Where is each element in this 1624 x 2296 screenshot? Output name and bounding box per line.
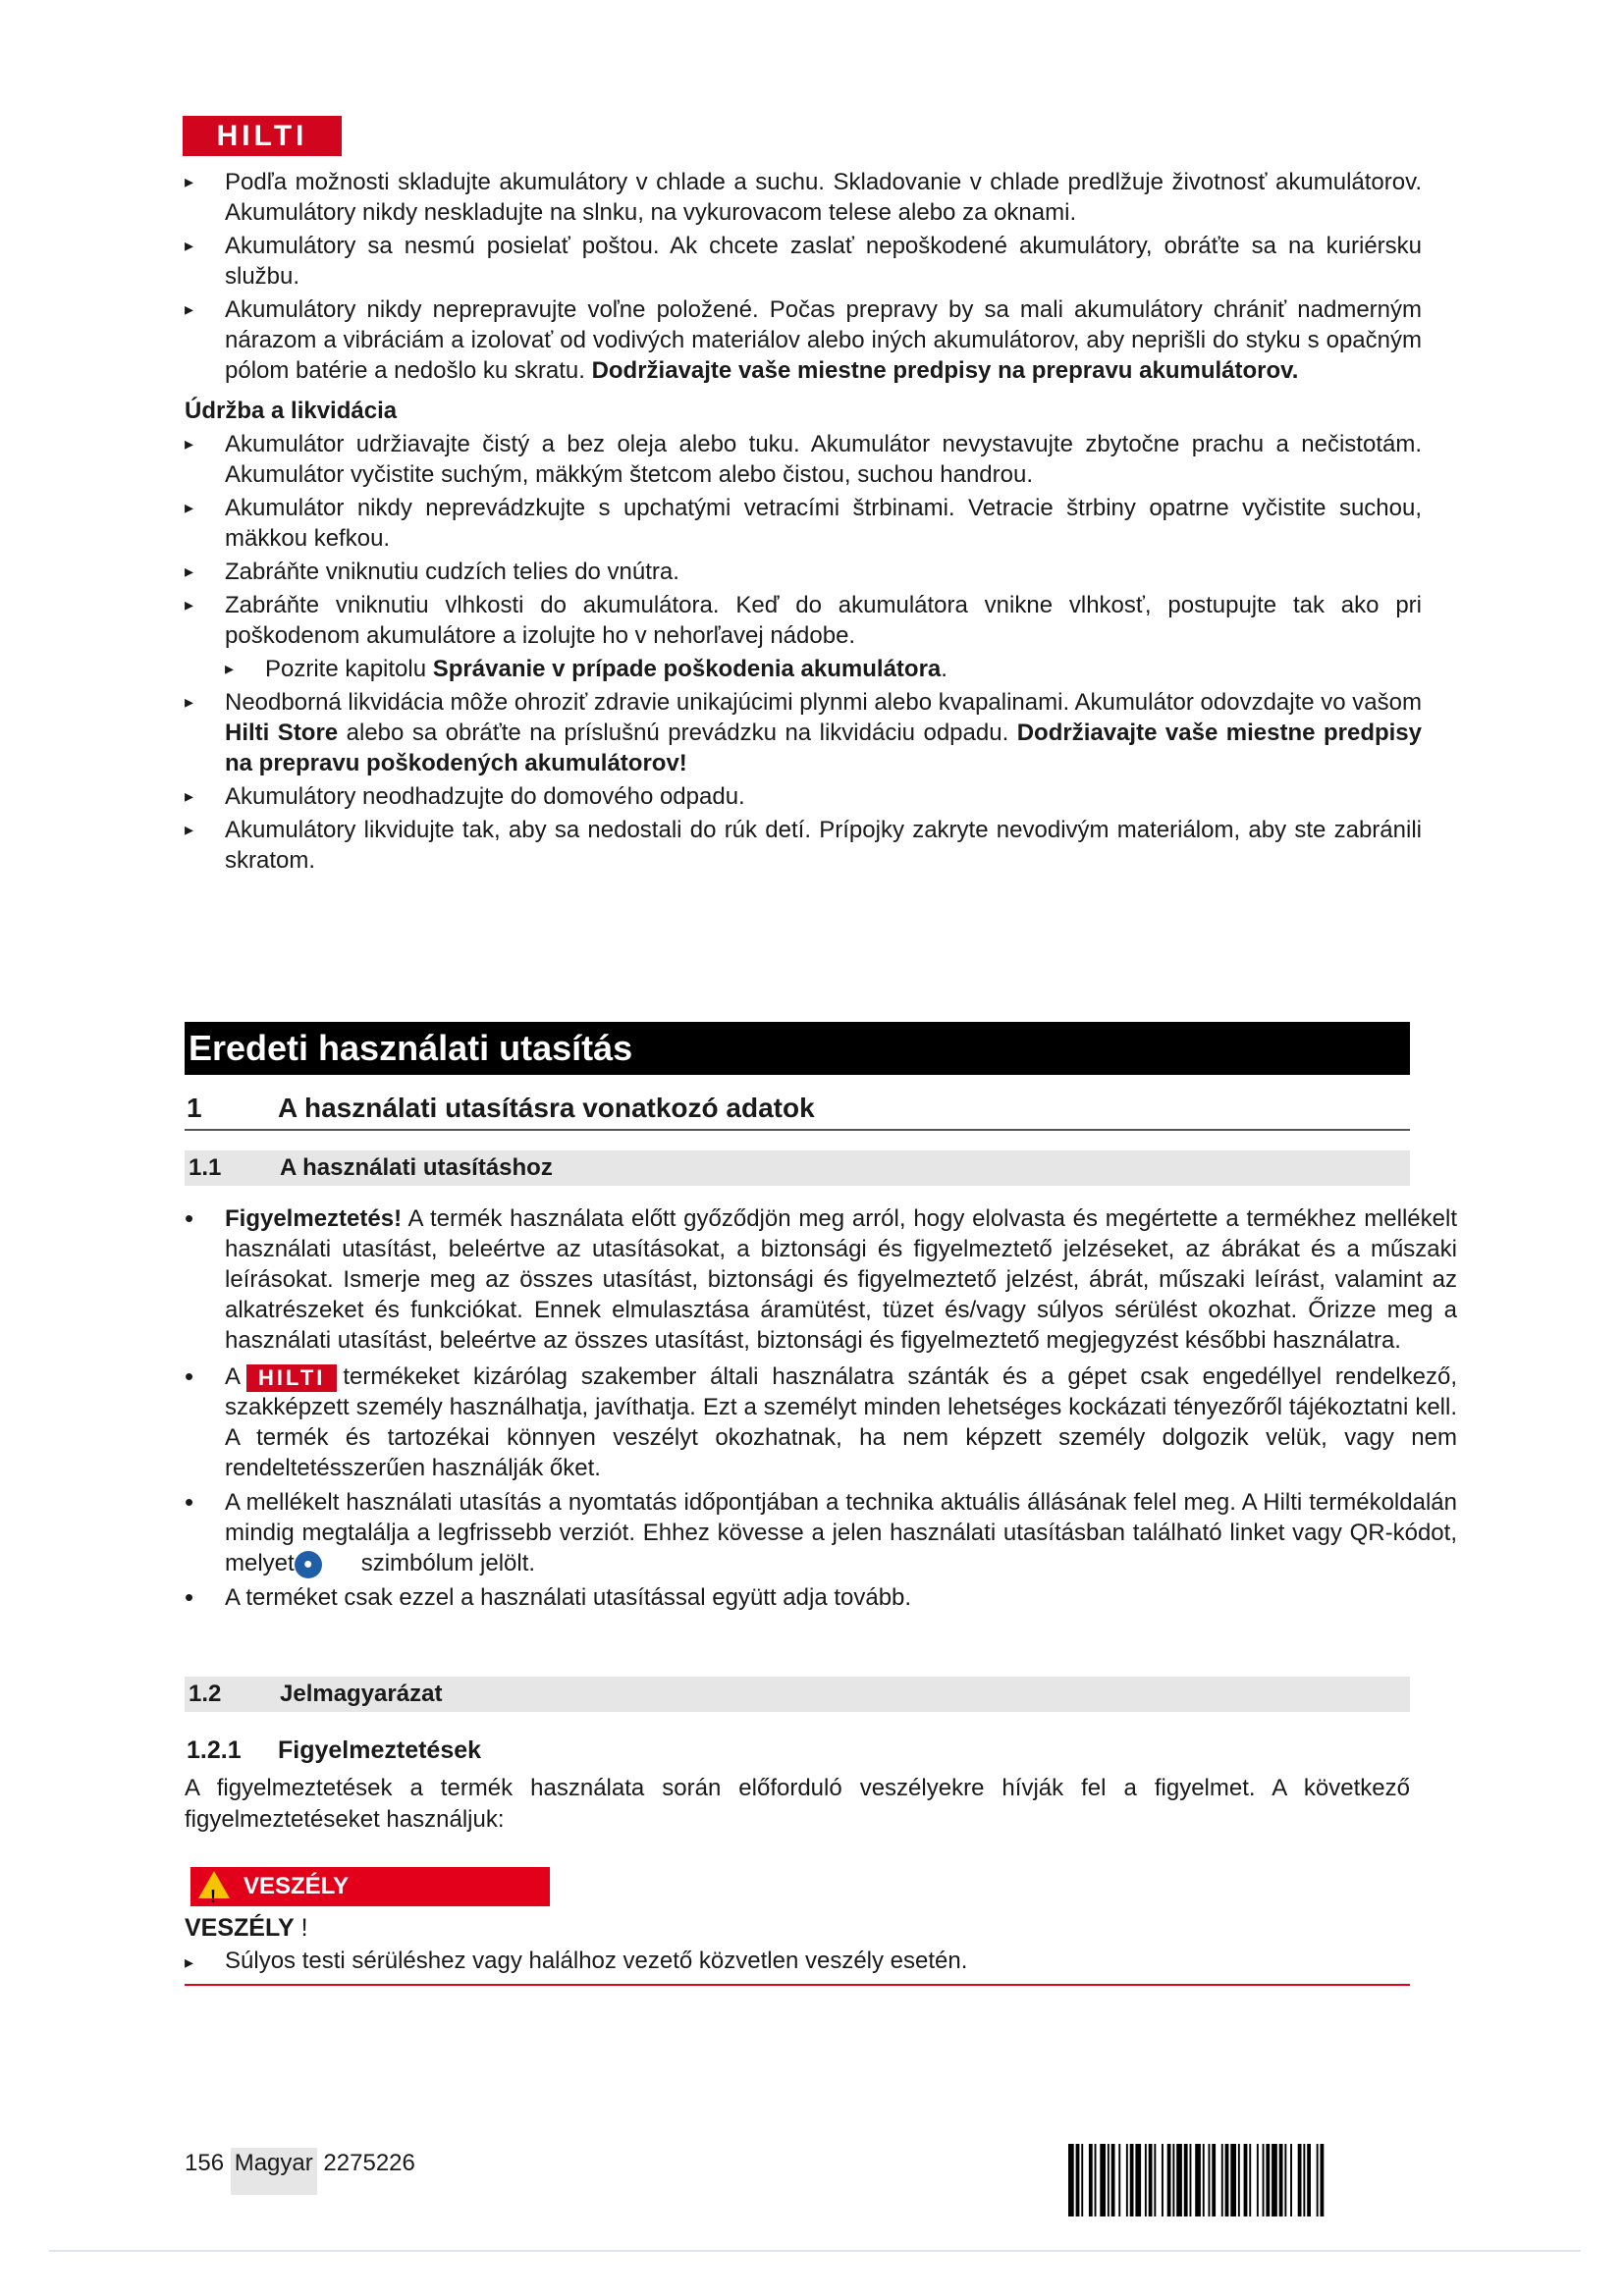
list-item: ▸ Akumulátor nikdy neprevádzkujte s upchatými vetracími štrbinami. Vetracie štrbiny opatrne vyčistite suchou, mäkkou kefkou. <box>185 493 1422 554</box>
list-item: ▸ Zabráňte vniknutiu vlhkosti do akumulátora. Keď do akumulátora vnikne vlhkosť, postupujte tak ako pri poškodenom akumulátore a izolujte ho v nehorľavej nádobe. <box>185 590 1422 651</box>
page-footer <box>185 2148 415 2195</box>
disposal-text: Neodborná likvidácia môže ohroziť zdravie unikajúcimi plynmi alebo kvapalinami. Akumulátor odovzdajte vo vašom <box>225 689 1422 716</box>
chapter-title: Eredeti használati utasítás <box>185 1022 1410 1075</box>
hilti-inline-logo: HILTI <box>246 1364 337 1392</box>
xref-suffix: . <box>941 656 947 682</box>
list-item: ▸ Akumulátory sa nesmú posielať poštou. Ak chcete zaslať nepoškodené akumulátory, obráťte sa na kuriérsku službu. <box>185 231 1422 292</box>
danger-text: Súlyos testi sérüléshez vagy halálhoz vezető közvetlen veszély esetén. <box>225 1948 968 1974</box>
slovak-battery-section <box>185 167 1422 879</box>
warning-triangle-icon <box>198 1871 230 1898</box>
maintenance-heading: Údržba a likvidácia <box>185 398 398 424</box>
bullet-arrow-icon: ▸ <box>185 1952 194 1972</box>
list-item: • A terméket csak ezzel a használati utasítással együtt adja tovább. <box>185 1582 1457 1613</box>
section-1-1-heading <box>185 1150 1410 1186</box>
footer-language: Magyar <box>231 2148 317 2195</box>
warning-text: A termék használata előtt győződjön meg arról, hogy elolvasta és megértette a termékhez mellékelt használati utasítást, beleértve az utasításokat, a biztonsági és figyelmeztető jelzéseket, az ábrákat és a műszaki leírásokat. Ismerje meg az összes utasítást, biztonsági és figyelmeztető jelzést, ábrát, műszaki leírást, valamint az alkatrészeket és funkciókat. Ennek elmulasztása áramütést, tüzet és/vagy súlyos sérülést okozhat. Őrizze meg a használati utasítást, beleértve az összes utasítást, biztonsági és figyelmeztető megjegyzést későbbi használatra. <box>225 1205 1457 1354</box>
transport-text: Akumulátory nikdy neprepravujte voľne položené. Počas prepravy by sa mali akumulátory chrániť nadmerným nárazom a vibráciám a izolovať od vodivých materiálov alebo iných akumulátorov, aby neprišli do styku s opačným pólom batérie a nedošlo ku skratu. <box>225 296 1422 384</box>
list-item <box>185 1487 1457 1578</box>
list-item <box>185 687 1422 778</box>
hilti-logo: HILTI <box>183 116 342 156</box>
section-1-2-1-heading <box>185 1734 481 1767</box>
latest-text: A mellékelt használati utasítás a nyomtatás időpontjában a technika aktuális állásának felel meg. A Hilti termékoldalán mindig megtalálja a legfrissebb verziót. Ehhez kövesse a jelen használati utasításban található linket vagy QR-kódot, melyet <box>225 1489 1457 1576</box>
page-number: 156 <box>185 2150 225 2176</box>
page-bottom-divider <box>49 2250 1581 2252</box>
section-title: A használati utasításra vonatkozó adatok <box>278 1093 815 1123</box>
warning-label: Figyelmeztetés! <box>225 1205 403 1232</box>
danger-description <box>185 1946 1410 1986</box>
hilti-store: Hilti Store <box>225 720 339 746</box>
latest-text-2: szimbólum jelölt. <box>360 1550 536 1576</box>
section-number: 1 <box>187 1093 202 1123</box>
section-1-heading <box>185 1088 1410 1131</box>
list-item: ▸ Zabráňte vniknutiu cudzích telies do vnútra. <box>185 557 1422 587</box>
section-title: A használati utasításhoz <box>280 1154 553 1181</box>
danger-word-text: VESZÉLY <box>185 1914 295 1942</box>
section-title: Jelmagyarázat <box>280 1681 443 1707</box>
list-item: ▸ Akumulátor udržiavajte čistý a bez oleja alebo tuku. Akumulátor nevystavujte zbytočne prachu a nečistotám. Akumulátor vyčistite suchým, mäkkým štetcom alebo čistou, suchou handrou. <box>185 429 1422 490</box>
list-item <box>185 1362 1457 1483</box>
cross-reference <box>225 654 1422 684</box>
disposal-text-2: alebo sa obráťte na príslušnú prevádzku na likvidáciu odpadu. <box>346 720 1009 746</box>
xref-link[interactable]: Správanie v prípade poškodenia akumulátora <box>432 656 942 682</box>
transport-bold: Dodržiavajte vaše miestne predpisy na prepravu akumulátorov. <box>591 357 1299 384</box>
danger-exclaim: ! <box>300 1914 308 1942</box>
list-item: ▸ Podľa možnosti skladujte akumulátory v chlade a suchu. Skladovanie v chlade predlžuje životnosť akumulátorov. Akumulátory nikdy neskladujte na slnku, na vykurovacom telese alebo za oknami. <box>185 167 1422 228</box>
list-item: ▸ Akumulátory neodhadzujte do domového odpadu. <box>185 781 1422 812</box>
barcode <box>1068 2144 1406 2216</box>
hilti-prefix: A <box>225 1363 242 1390</box>
danger-signal-bar <box>190 1867 550 1906</box>
section-1-2-heading <box>185 1677 1410 1712</box>
disposal-bold: Dodržiavajte vaše miestne predpisy na prepravu poškodených akumulátorov! <box>225 720 1422 776</box>
danger-word <box>185 1912 308 1944</box>
section-1-1-list <box>185 1203 1457 1617</box>
section-number: 1.1 <box>189 1154 222 1181</box>
danger-label: VESZÉLY <box>244 1873 350 1899</box>
warnings-intro: A figyelmeztetések a termék használata során előforduló veszélyekre hívják fel a figyelmet. A következő figyelmeztetéseket használjuk: <box>185 1775 1410 1833</box>
doc-number: 2275226 <box>323 2150 415 2176</box>
hilti-text: termékeket kizárólag szakember általi használatra szánták és a gépet csak engedéllyel rendelkező, szakképzett személy használhatja, javíthatja. Ezt a személyt minden lehetséges kockázati tényezőről tájékoztatni kell. A termék és tartozékai könnyen veszélyt okozhatnak, ha nem képzett személy dolgozik velük, vagy nem rendeltetésszerűen használják őket. <box>225 1363 1457 1481</box>
list-item: ▸ Akumulátory likvidujte tak, aby sa nedostali do rúk detí. Prípojky zakryte nevodivým materiálom, aby ste zabránili skratom. <box>185 815 1422 876</box>
section-number: 1.2.1 <box>187 1736 242 1764</box>
section-title: Figyelmeztetések <box>278 1736 482 1764</box>
qr-link-icon: ● <box>295 1551 322 1578</box>
list-item <box>185 294 1422 386</box>
list-item <box>185 1203 1457 1356</box>
section-number: 1.2 <box>189 1681 222 1707</box>
xref-prefix: Pozrite kapitolu <box>265 656 427 682</box>
